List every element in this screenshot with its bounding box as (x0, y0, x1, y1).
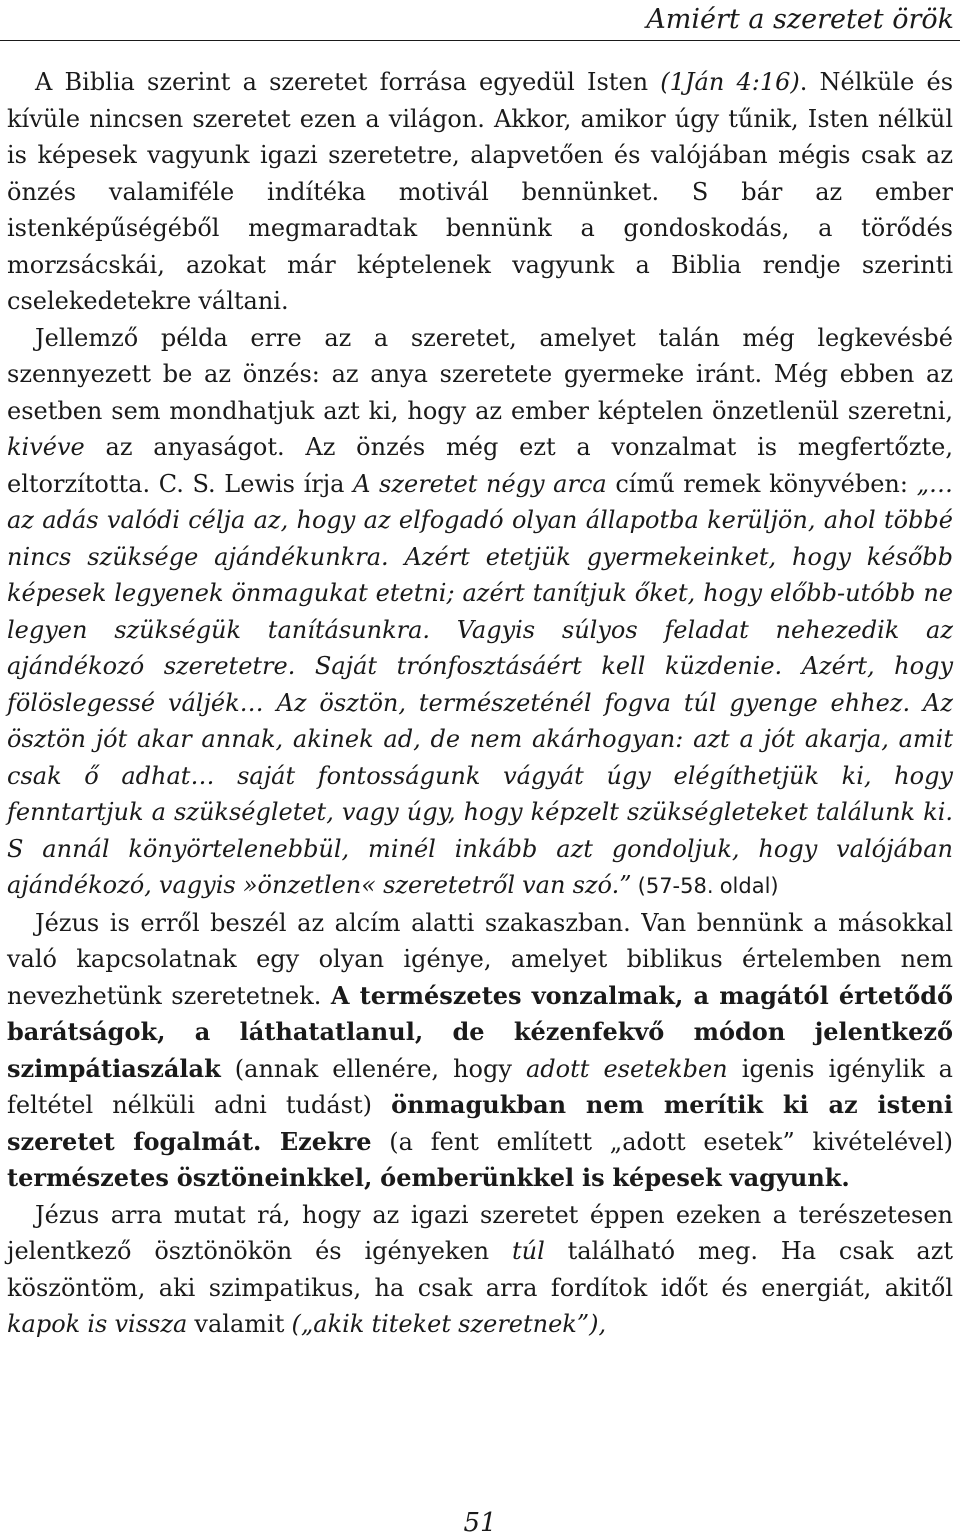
page-citation: (57-58. oldal) (631, 874, 779, 898)
paragraph-2 (7, 320, 953, 905)
bold-statement: A természetes vonzalmak, a magától értetődő barátságok, a láthatatlanul, de kézenfekvő módon jelentkező szimpátiaszálak (7, 980, 953, 1083)
text-segment: Jézus arra mutat rá, hogy az igazi szeretet éppen ezeken a terészetesen jelentkező ösztönökön és igényeken (7, 1200, 953, 1265)
text-segment: az anyaságot. Az önzés még ezt a vonzalmat is megfertőzte, eltorzította. C. S. Lewis írja (7, 433, 953, 498)
text-segment: Jézus is erről beszél az alcím alatti szakaszban. Van bennünk a másokkal való kapcsolatnak egy olyan igénye, amelyet biblikus értelemben nem nevezhetünk szeretetnek. (7, 908, 953, 1010)
text-segment: valamit (187, 1310, 292, 1338)
bold-statement: önmagukban nem merítik ki az isteni szeretet fogalmát. Ezekre (7, 1090, 953, 1156)
page-body (7, 64, 953, 1343)
text-segment: A Biblia szerint a szeretet forrása egyedül Isten (35, 68, 661, 96)
emphasis: kapok is vissza (7, 1310, 188, 1338)
running-title: Amiért a szeretet örök (646, 4, 954, 35)
page-footer (0, 1508, 960, 1538)
emphasis: adott esetekben (526, 1054, 728, 1083)
book-title: A szeretet négy arca (353, 469, 607, 498)
text-segment: igenis igénylik a feltétel nélküli adni tudást) (7, 1054, 953, 1119)
page-number: 51 (463, 1508, 497, 1538)
text-segment: című remek könyvében: (606, 469, 917, 498)
text-segment: (annak ellenére, hogy (220, 1054, 526, 1083)
text-segment: Jellemző példa erre az a szeretet, amelyet talán még legkevésbé szennyezett be az önzés: az anya szeretete gyermeke iránt. Még ebben az esetben sem mondhatjuk azt ki, hogy az ember képtelen önzetlenül szeretni, (7, 323, 953, 425)
text-segment: (a fent említett „adott esetek” kivételével) (371, 1127, 953, 1156)
paragraph-4 (7, 1197, 953, 1343)
header-rule (0, 40, 960, 41)
paragraph-1 (7, 64, 953, 320)
bold-statement: természetes ösztöneinkkel, óemberünkkel is képesek vagyunk. (7, 1163, 850, 1192)
quotation: („akik titeket szeretnek”), (291, 1310, 607, 1338)
text-segment: . Nélküle és kívüle nincsen szeretet ezen a világon. Akkor, amikor úgy tűnik, Isten nélkül is képesek vagyunk igazi szeretetre, alapvetően és valójában mégis csak az önzés valamiféle indítéka motivál bennünket. S bár az ember istenképűségéből megmaradtak bennünk a gondoskodás, a törődés morzsácskái, azokat már képtelenek vagyunk a Biblia rendje szerinti cselekedetekre váltani. (7, 68, 954, 315)
emphasis: túl (512, 1237, 545, 1265)
quotation: „…az adás valódi célja az, hogy az elfogadó olyan állapotba kerüljön, ahol többé nincs szüksége ajándékunkra. Azért etetjük gyermekeinket, hogy később képesek legyenek önmagukat etetni; azért tanítjuk őket, hogy előbb-utóbb ne legyen szükségük tanításunkra. Vagyis súlyos feladat nehezedik az ajándékozó szeretetre. Saját trónfosztásáért kell küzdenie. Azért, hogy fölöslegessé váljék… Az ösztön, természeténél fogva túl gyenge ehhez. Az ösztön jót akar annak, akinek ad, de nem akárhogyan: azt a jót akarja, amit csak ő adhat… saját fontosságunk vágyát úgy elégíthetjük ki, hogy fenntartjuk a szükségletet, vagy úgy, hogy képzelt szükségleteket találunk ki. S annál könyörtelenebbül, minél inkább azt gondoljuk, hogy valójában ajándékozó, vagyis »önzetlen« szeretetről van szó.” (7, 469, 954, 899)
paragraph-3 (7, 905, 953, 1197)
text-segment: található meg. Ha csak azt köszöntöm, aki szimpatikus, ha csak arra fordítok időt és energiát, akitől (7, 1237, 954, 1302)
bible-reference: (1Ján 4:16) (660, 68, 800, 96)
emphasis: kivéve (7, 433, 85, 461)
running-header (0, 0, 960, 44)
